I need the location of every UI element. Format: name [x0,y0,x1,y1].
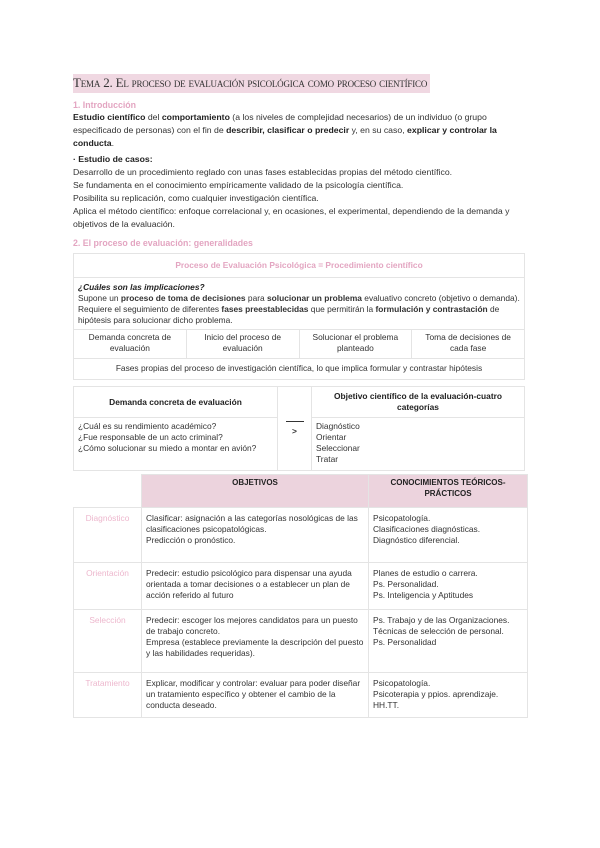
text-segment: (a los niveles de complejidad necesarios) de un individuo (o grupo especificado de personas) con el fin de [73,112,487,135]
objectives-table [73,474,528,718]
text-line: Predecir: escoger los mejores candidatos para un puesto de trabajo concreto. [146,615,358,636]
table-row [74,610,528,673]
demand-objective-table [73,386,525,471]
knowledge-cell [369,673,528,718]
text-line: Empresa (establece previamente la descripción del puesto y las habilidades requeridas). [146,637,364,658]
objective-header: Objetivo científico de la evaluación-cuatro categorías [312,387,525,418]
text-segment: Requiere el seguimiento de diferentes [78,304,222,314]
text-line: ¿Cómo solucionar su miedo a montar en avión? [78,443,257,453]
text-line: HH.TT. [373,700,400,710]
text-line: Ps. Personalidad [373,637,437,647]
text-line: Desarrollo de un procedimiento reglado con unas fases establecidas propias del método científico. [73,167,453,177]
section-heading-proceso: 2. El proceso de evaluación: generalidades [73,238,253,248]
table-row [74,508,528,563]
bold-text: formulación y contrastación [375,304,488,314]
knowledge-header: CONOCIMIENTOS TEÓRICOS-PRÁCTICOS [369,475,528,508]
document-title: Tema 2. El proceso de evaluación psicológica como proceso científico [73,74,430,93]
text-segment: que permitirán la [308,304,376,314]
objectives-cell [142,610,369,673]
table-row [74,563,528,610]
text-line: Técnicas de selección de personal. [373,626,504,636]
phase-cell: Solucionar el problema planteado [299,330,412,359]
phase-cell: Toma de decisiones de cada fase [412,330,525,359]
knowledge-cell [369,508,528,563]
document-page [73,74,527,718]
arrow-icon: > [292,425,297,436]
text-line: Predecir: estudio psicológico para dispensar una ayuda orientada a tomar decisiones o a establecer un plan de acción referido al futuro [146,568,352,600]
text-segment: para [245,293,268,303]
text-line: Seleccionar [316,443,360,453]
text-line: Orientar [316,432,347,442]
demand-header: Demanda concreta de evaluación [74,387,278,418]
phase-cell: Demanda concreta de evaluación [74,330,187,359]
empty-header-cell [74,475,142,508]
text-line: Psicopatología. [373,678,431,688]
section-heading-introduccion: 1. Introducción [73,100,137,110]
text-segment: y, en su caso, [349,125,408,135]
bold-text: fases preestablecidas [221,304,309,314]
text-segment: del [145,112,162,122]
row-label: Tratamiento [74,673,142,718]
implications-line-1 [78,293,520,304]
demand-questions [74,418,278,471]
intro-paragraph [73,111,527,150]
text-line: Ps. Personalidad. [373,579,439,589]
bold-text: describir, clasificar o predecir [226,125,350,135]
procedure-table [73,253,525,380]
text-line: Planes de estudio o carrera. [373,568,478,578]
objectives-header: OBJETIVOS [142,475,369,508]
text-line: Se fundamenta en el conocimiento empíricamente validado de la psicología científica. [73,180,404,190]
text-line: Tratar [316,454,339,464]
implications-question: ¿Cuáles son las implicaciones? [78,282,205,292]
knowledge-cell [369,610,528,673]
phase-cell: Inicio del proceso de evaluación [186,330,299,359]
text-line: Ps. Inteligencia y Aptitudes [373,590,474,600]
bold-text: proceso de toma de decisiones [120,293,246,303]
text-line: Ps. Trabajo y de las Organizaciones. [373,615,510,625]
text-segment: evaluativo concreto (objetivo o demanda). [361,293,520,303]
case-study-lines [73,166,527,231]
implications-line-2 [78,304,520,326]
phases-footer: Fases propias del proceso de investigación científica, lo que implica formular y contrastar hipótesis [74,359,525,380]
bold-text: Estudio científico [73,112,146,122]
objectives-cell [142,673,369,718]
text-line: Diagnóstico [316,421,360,431]
text-segment: Supone un [78,293,121,303]
text-line: Aplica el método científico: enfoque correlacional y, en ocasiones, el experimental, dependiendo de la demanda y objetivos de la evaluación. [73,206,510,229]
text-segment: . [111,138,115,148]
knowledge-cell [369,563,528,610]
bold-text: explicar y controlar la conducta [73,125,497,148]
text-segment: de hipótesis para solucionar dicho problema. [78,304,500,325]
case-study-heading: · Estudio de casos: [73,154,153,164]
bold-text: solucionar un problema [267,293,362,303]
arrow-line-icon [286,421,304,422]
text-line: ¿Cuál es su rendimiento académico? [78,421,217,431]
text-line: Posibilita su replicación, como cualquier investigación científica. [73,193,319,203]
text-line: Psicopatología. [373,513,431,523]
row-label: Orientación [74,563,142,610]
text-line: ¿Fue responsable de un acto criminal? [78,432,223,442]
bold-text: comportamiento [161,112,230,122]
text-line: Clasificar: asignación a las categorías nosológicas de las clasificaciones psicopatológicas. [146,513,358,534]
text-line: Diagnóstico diferencial. [373,535,460,545]
objectives-cell [142,508,369,563]
row-label: Selección [74,610,142,673]
procedure-table-header: Proceso de Evaluación Psicológica = Procedimiento científico [74,254,525,278]
text-line: Explicar, modificar y controlar: evaluar para poder diseñar un tratamiento específico y obtener el cambio de la conducta deseado. [146,678,361,710]
text-line: Psicoterapia y ppios. aprendizaje. [373,689,499,699]
text-line: Clasificaciones diagnósticas. [373,524,481,534]
row-label: Diagnóstico [74,508,142,563]
objectives-cell [142,563,369,610]
table-row [74,673,528,718]
text-line: Predicción o pronóstico. [146,535,236,545]
objective-categories [312,418,525,471]
